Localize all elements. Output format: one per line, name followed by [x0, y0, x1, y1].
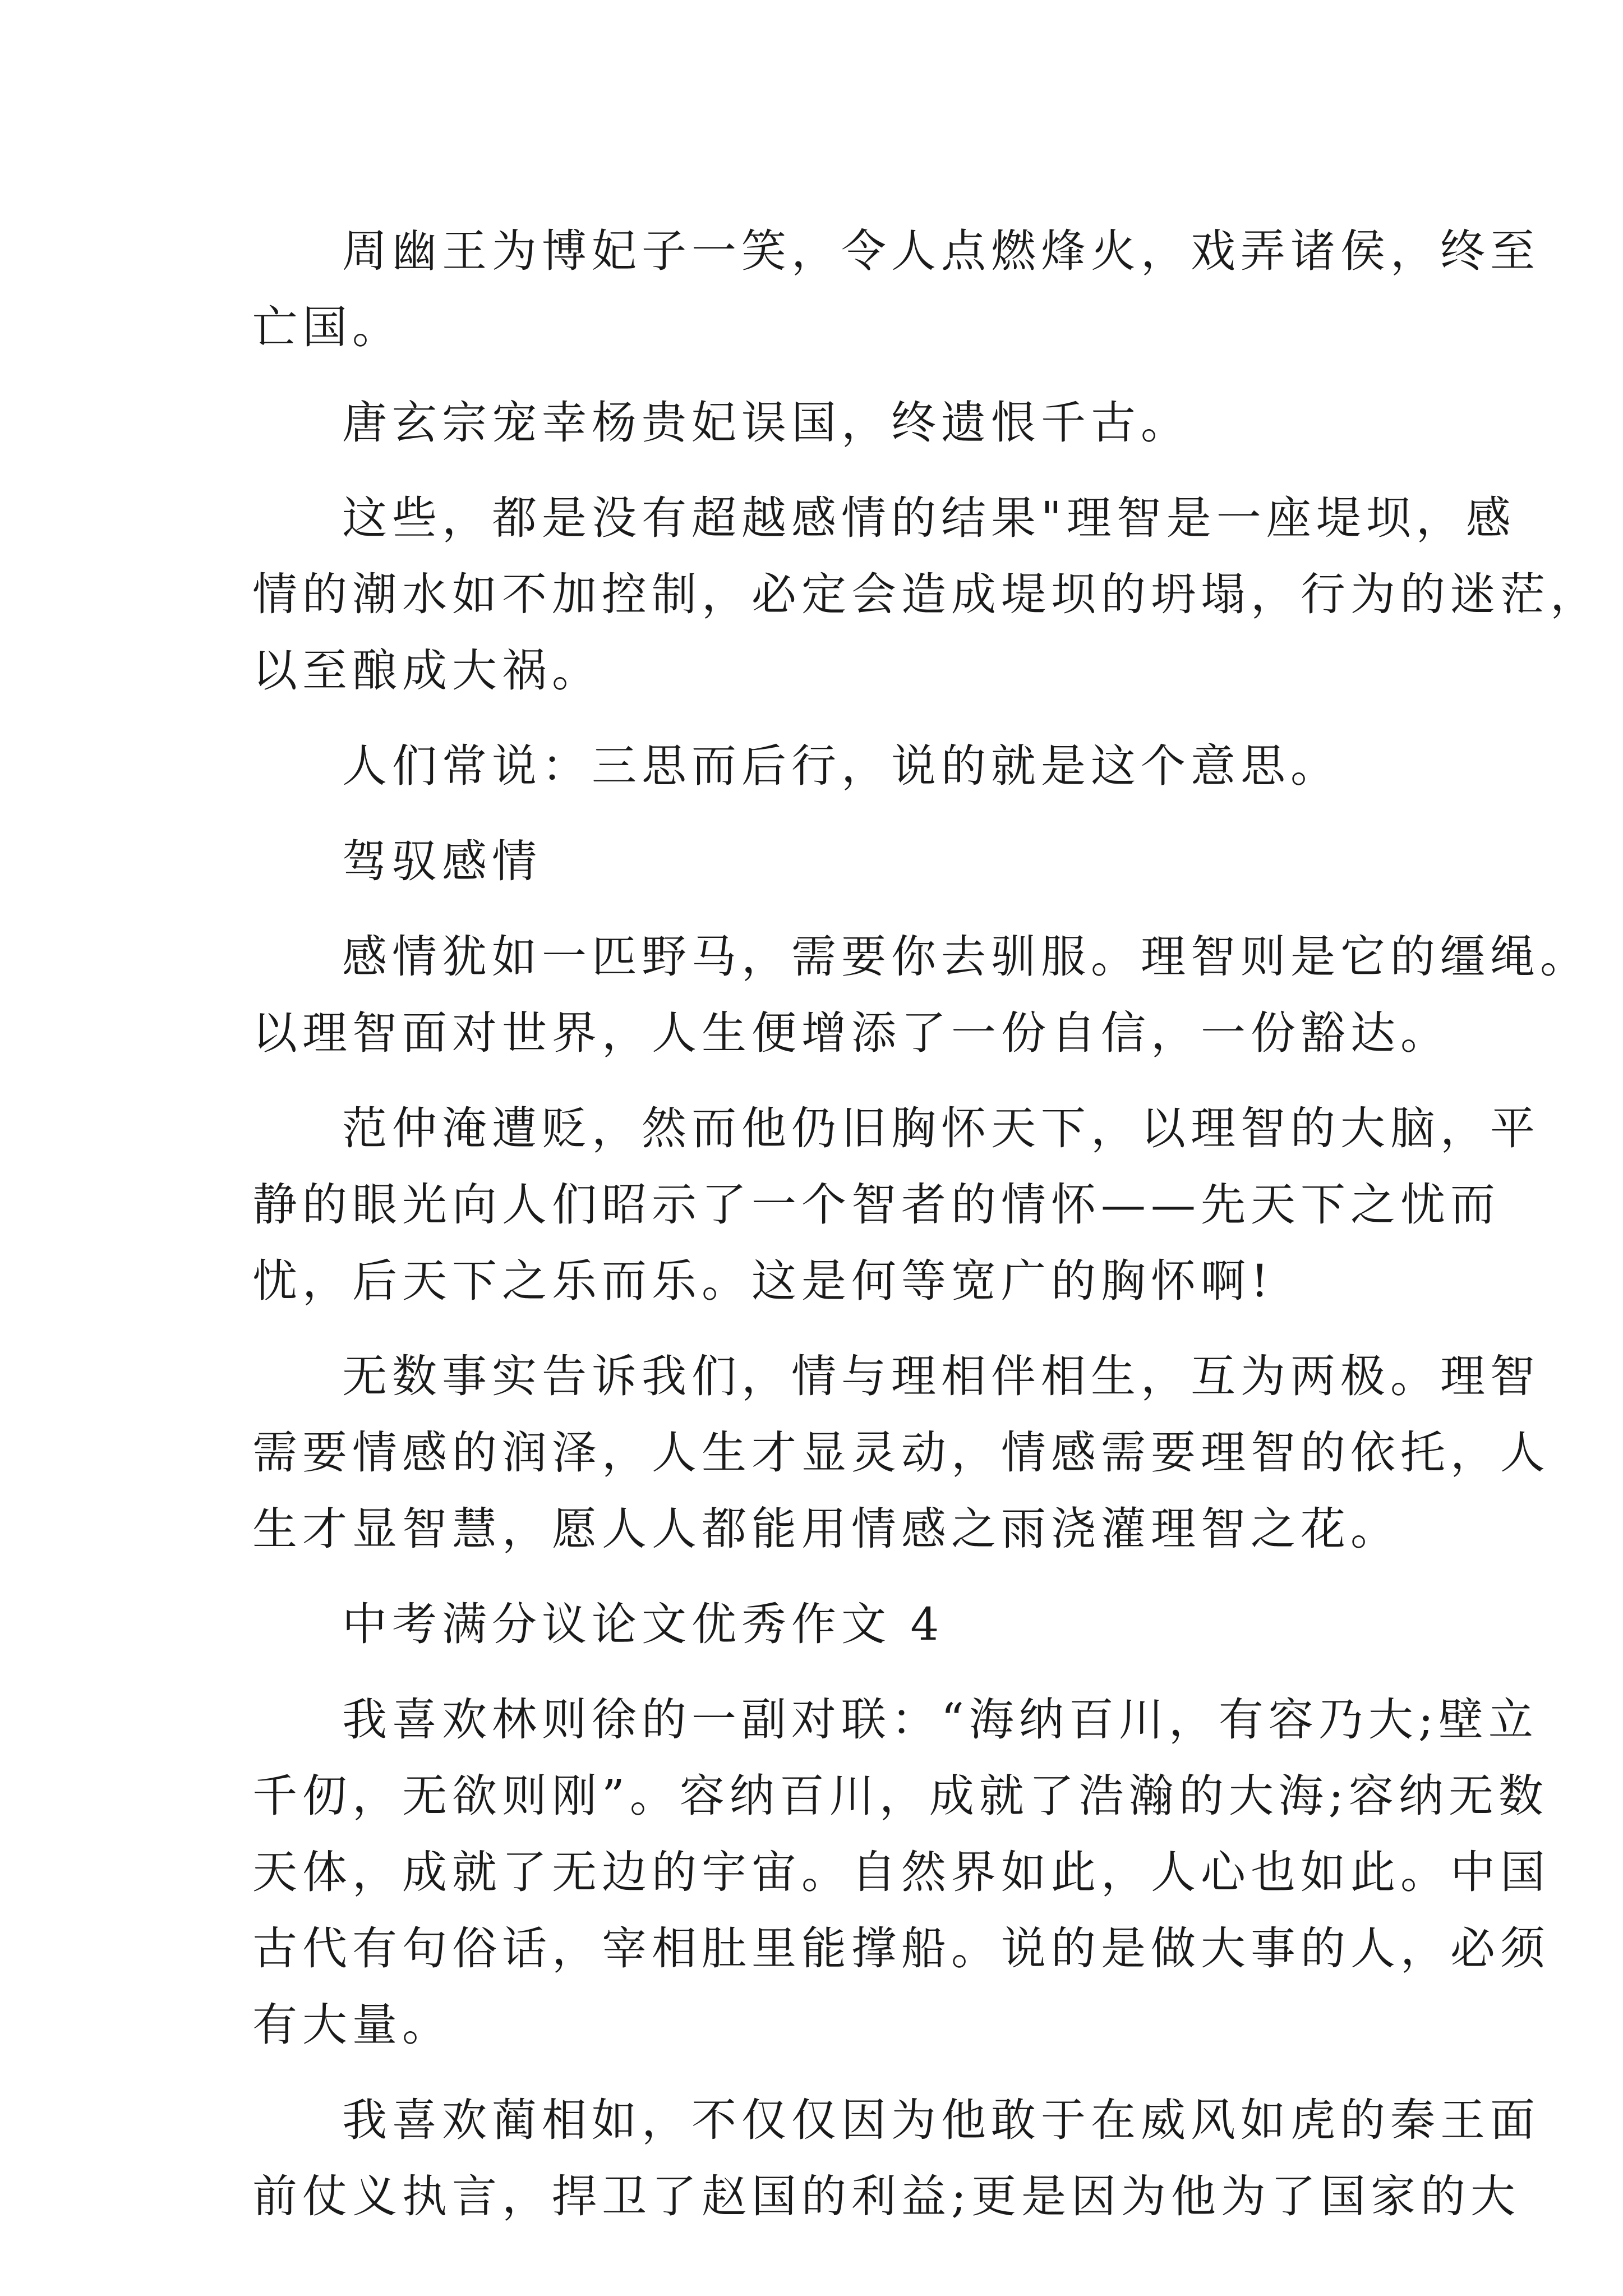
text-line: 范仲淹遭贬，然而他仍旧胸怀天下，以理智的大脑，平 — [342, 1102, 1540, 1154]
text-line: 无数事实告诉我们，情与理相伴相生，互为两极。理智 — [342, 1350, 1540, 1402]
text-line: 前仗义执言，捍卫了赵国的利益;更是因为他为了国家的大 — [252, 2170, 1520, 2223]
text-line: 生才显智慧，愿人人都能用情感之雨浇灌理智之花。 — [252, 1503, 1400, 1555]
text-line: 周幽王为博妃子一笑，令人点燃烽火，戏弄诸侯，终至 — [342, 225, 1540, 277]
text-line: 古代有句俗话，宰相肚里能撑船。说的是做大事的人，必须 — [252, 1922, 1550, 1975]
text-line: 以至酿成大祸。 — [252, 645, 602, 697]
text-line: 我喜欢林则徐的一副对联：“海纳百川，有容乃大;壁立 — [342, 1694, 1538, 1746]
text-line: 唐玄宗宠幸杨贵妃误国，终遗恨千古。 — [342, 397, 1191, 449]
text-line: 以理智面对世界，人生便增添了一份自信，一份豁达。 — [252, 1007, 1450, 1059]
text-line: 亡国。 — [252, 301, 402, 353]
section-heading: 驾驭感情 — [342, 835, 542, 887]
document-body — [252, 213, 1600, 2235]
essay-title: 中考满分议论文优秀作文 4 — [342, 1598, 944, 1650]
text-line: 忧，后天下之乐而乐。这是何等宽广的胸怀啊! — [252, 1255, 1274, 1307]
text-line: 这些，都是没有超越感情的结果"理智是一座堤坝，感 — [342, 492, 1516, 544]
text-line: 天体，成就了无边的宇宙。自然界如此，人心也如此。中国 — [252, 1846, 1550, 1898]
text-line: 千仞，无欲则刚”。容纳百川，成就了浩瀚的大海;容纳无数 — [252, 1770, 1548, 1822]
text-line: 人们常说：三思而后行，说的就是这个意思。 — [342, 740, 1340, 792]
text-line: 情的潮水如不加控制，必定会造成堤坝的坍塌，行为的迷茫， — [252, 568, 1600, 620]
text-line: 有大量。 — [252, 1999, 452, 2051]
text-line: 静的眼光向人们昭示了一个智者的情怀——先天下之忧而 — [252, 1179, 1500, 1231]
text-line: 感情犹如一匹野马，需要你去驯服。理智则是它的缰绳。 — [342, 931, 1590, 983]
text-line: 需要情感的润泽，人生才显灵动，情感需要理智的依托，人 — [252, 1427, 1550, 1479]
text-line: 我喜欢蔺相如，不仅仅因为他敢于在威风如虎的秦王面 — [342, 2094, 1540, 2146]
